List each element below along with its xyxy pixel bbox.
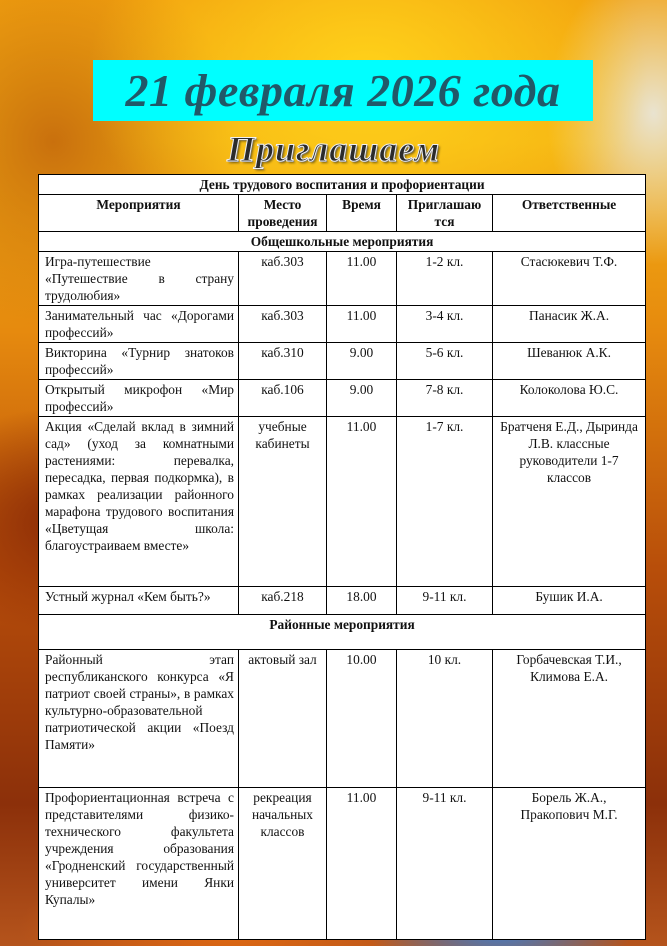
invited-cell: 1-2 кл.: [397, 252, 493, 306]
column-header-events: Мероприятия: [39, 195, 239, 232]
section-header-district: [39, 615, 646, 650]
responsible-cell: Борель Ж.А., Пракопович М.Г.: [493, 788, 646, 940]
section-header-school: [39, 232, 646, 252]
time-cell: 9.00: [327, 343, 397, 380]
table-row: [39, 252, 646, 306]
invited-cell: 5-6 кл.: [397, 343, 493, 380]
responsible-cell: Шеванюк А.К.: [493, 343, 646, 380]
time-cell: 11.00: [327, 417, 397, 587]
place-cell: каб.310: [239, 343, 327, 380]
date-banner: [93, 60, 593, 121]
table-title: День трудового воспитания и профориентации: [39, 175, 646, 195]
column-header-place: Место проведения: [239, 195, 327, 232]
responsible-cell: Колоколова Ю.С.: [493, 380, 646, 417]
time-cell: 11.00: [327, 788, 397, 940]
invited-cell: 3-4 кл.: [397, 306, 493, 343]
place-cell: рекреация начальных классов: [239, 788, 327, 940]
event-cell: Районный этап республиканского конкурса «Я патриот своей страны», в рамках культурно-образовательной патриотической акции «Поезд Памяти»: [39, 650, 239, 788]
place-cell: каб.106: [239, 380, 327, 417]
schedule-table: [38, 174, 646, 940]
event-cell: Открытый микрофон «Мир профессий»: [39, 380, 239, 417]
time-cell: 9.00: [327, 380, 397, 417]
event-cell: Устный журнал «Кем быть?»: [39, 587, 239, 615]
invited-cell: 10 кл.: [397, 650, 493, 788]
responsible-cell: Бушик И.А.: [493, 587, 646, 615]
invited-cell: 9-11 кл.: [397, 788, 493, 940]
table-row: [39, 306, 646, 343]
column-header-row: [39, 195, 646, 232]
table-row: [39, 343, 646, 380]
invited-cell: 9-11 кл.: [397, 587, 493, 615]
table-row: [39, 417, 646, 587]
time-cell: 10.00: [327, 650, 397, 788]
table-row: [39, 788, 646, 940]
table-row: [39, 650, 646, 788]
event-cell: Акция «Сделай вклад в зимний сад» (уход за комнатными растениями: перевалка, пересадка, первая подкормка), в рамках реализации районного марафона трудового воспитания «Цветущая школа: благоустраиваем вместе»: [39, 417, 239, 587]
event-cell: Профориентационная встреча с представителями физико-технического факультета учреждения образования «Гродненский государственный университет имени Янки Купалы»: [39, 788, 239, 940]
place-cell: каб.303: [239, 306, 327, 343]
responsible-cell: Братченя Е.Д., Дыринда Л.В. классные руководители 1-7 классов: [493, 417, 646, 587]
time-cell: 18.00: [327, 587, 397, 615]
event-cell: Игра-путешествие «Путешествие в страну трудолюбия»: [39, 252, 239, 306]
column-header-time: Время: [327, 195, 397, 232]
table-title-row: [39, 175, 646, 195]
event-cell: Занимательный час «Дорогами профессий»: [39, 306, 239, 343]
invited-cell: 1-7 кл.: [397, 417, 493, 587]
event-cell: Викторина «Турнир знатоков профессий»: [39, 343, 239, 380]
place-cell: учебные кабинеты: [239, 417, 327, 587]
responsible-cell: Стасюкевич Т.Ф.: [493, 252, 646, 306]
time-cell: 11.00: [327, 306, 397, 343]
place-cell: каб.303: [239, 252, 327, 306]
section-title: Общешкольные мероприятия: [39, 232, 646, 252]
place-cell: каб.218: [239, 587, 327, 615]
time-cell: 11.00: [327, 252, 397, 306]
table-row: [39, 380, 646, 417]
table-row: [39, 587, 646, 615]
responsible-cell: Горбачевская Т.И., Климова Е.А.: [493, 650, 646, 788]
responsible-cell: Панасик Ж.А.: [493, 306, 646, 343]
column-header-responsible: Ответственные: [493, 195, 646, 232]
column-header-invited: Приглашаю тся: [397, 195, 493, 232]
invite-heading: Приглашаем: [226, 129, 441, 169]
invited-cell: 7-8 кл.: [397, 380, 493, 417]
place-cell: актовый зал: [239, 650, 327, 788]
event-date: 21 февраля 2026 года: [125, 65, 561, 116]
section-title: Районные мероприятия: [39, 615, 646, 650]
